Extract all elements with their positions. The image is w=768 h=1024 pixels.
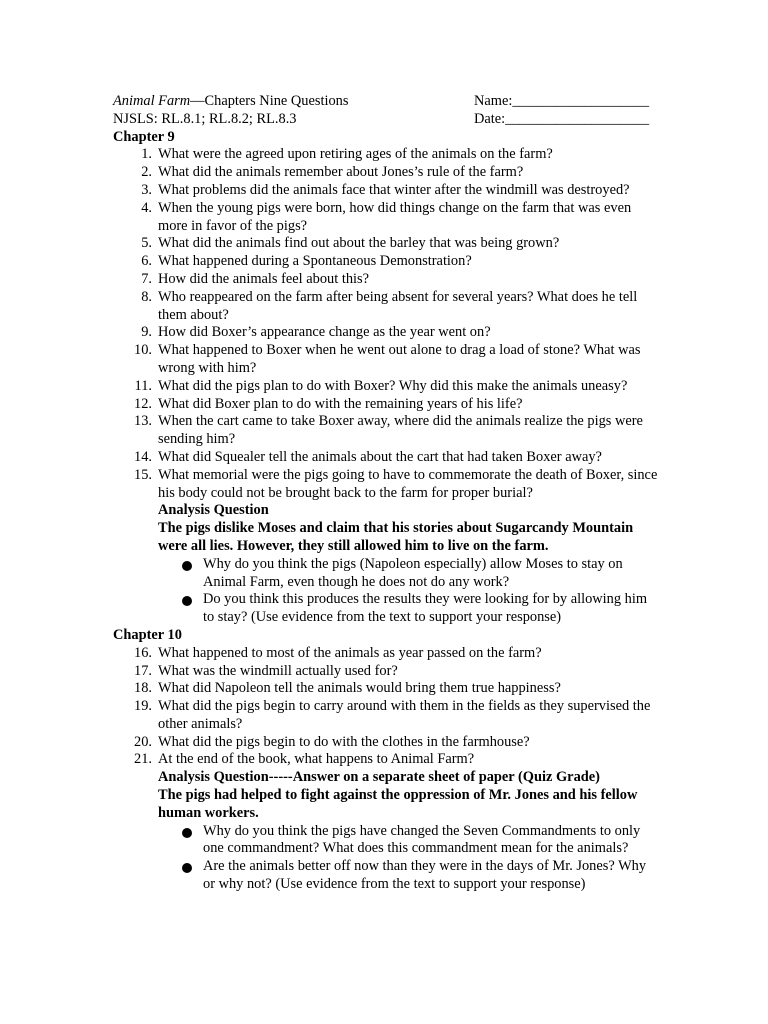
question-item bbox=[113, 734, 658, 752]
question-number: 2. bbox=[141, 164, 152, 181]
question-item bbox=[113, 324, 658, 342]
question-number: 10. bbox=[134, 342, 152, 359]
question-item bbox=[113, 698, 658, 734]
question-text: What happened to most of the animals as year passed on the farm? bbox=[158, 644, 542, 661]
question-number: 4. bbox=[141, 199, 152, 216]
bullet-text: Why do you think the pigs have changed the Seven Commandments to only one commandment? What does this commandment mean for the animals? bbox=[203, 822, 641, 857]
chapter-10-analysis-title: Analysis Question-----Answer on a separate sheet of paper (Quiz Grade) bbox=[158, 769, 600, 786]
worksheet-title bbox=[113, 93, 348, 109]
question-item bbox=[113, 449, 658, 467]
question-item bbox=[113, 146, 658, 164]
question-text: What was the windmill actually used for? bbox=[158, 662, 398, 679]
question-number: 16. bbox=[134, 644, 152, 661]
bullet-item bbox=[113, 591, 658, 627]
bullet-icon bbox=[182, 863, 192, 873]
question-item bbox=[113, 413, 658, 449]
question-item bbox=[113, 200, 658, 236]
question-item bbox=[113, 396, 658, 414]
chapter-10-question-list bbox=[113, 645, 658, 770]
question-text: What did Squealer tell the animals about the cart that had taken Boxer away? bbox=[158, 448, 602, 465]
question-item bbox=[113, 645, 658, 663]
bullet-text: Why do you think the pigs (Napoleon especially) allow Moses to stay on Animal Farm, even though he does not do any work? bbox=[203, 555, 623, 590]
question-item bbox=[113, 467, 658, 503]
header-row-standards bbox=[113, 111, 658, 129]
question-number: 17. bbox=[134, 662, 152, 679]
question-item bbox=[113, 751, 658, 769]
chapter-9-analysis-title: Analysis Question bbox=[158, 502, 269, 519]
question-number: 21. bbox=[134, 751, 152, 768]
question-number: 20. bbox=[134, 733, 152, 750]
question-number: 8. bbox=[141, 288, 152, 305]
question-item bbox=[113, 253, 658, 271]
question-item bbox=[113, 342, 658, 378]
question-number: 18. bbox=[134, 680, 152, 697]
chapter-9-analysis-prompt: The pigs dislike Moses and claim that his stories about Sugarcandy Mountain were all lies. However, they still allowed him to live on the farm. bbox=[158, 520, 634, 554]
bullet-text: Do you think this produces the results they were looking for by allowing him to stay? (Use evidence from the text to support your response) bbox=[203, 591, 648, 626]
question-item bbox=[113, 663, 658, 681]
bullet-item bbox=[113, 858, 658, 894]
question-item bbox=[113, 378, 658, 396]
question-text: Who reappeared on the farm after being absent for several years? What does he tell them about? bbox=[158, 288, 638, 323]
bullet-item bbox=[113, 556, 658, 592]
question-text: What were the agreed upon retiring ages of the animals on the farm? bbox=[158, 146, 553, 163]
question-number: 1. bbox=[141, 146, 152, 163]
question-number: 19. bbox=[134, 698, 152, 715]
chapter-10-heading: Chapter 10 bbox=[113, 626, 182, 643]
question-text: What did the pigs plan to do with Boxer? Why did this make the animals uneasy? bbox=[158, 377, 628, 394]
question-text: What did Napoleon tell the animals would bring them true happiness? bbox=[158, 680, 561, 697]
question-text: What did the animals find out about the barley that was being grown? bbox=[158, 235, 560, 252]
question-text: What did the animals remember about Jones’s rule of the farm? bbox=[158, 164, 524, 181]
bullet-item bbox=[113, 823, 658, 859]
name-field[interactable]: Name:___________________ bbox=[474, 93, 650, 109]
bullet-icon bbox=[182, 828, 192, 838]
title-suffix: —Chapters Nine Questions bbox=[190, 93, 349, 109]
question-number: 15. bbox=[134, 466, 152, 483]
header-row-title bbox=[113, 93, 658, 111]
question-text: When the cart came to take Boxer away, where did the animals realize the pigs were sending him? bbox=[158, 413, 643, 448]
question-number: 14. bbox=[134, 448, 152, 465]
question-number: 6. bbox=[141, 253, 152, 270]
bullet-icon bbox=[182, 561, 192, 571]
question-text: When the young pigs were born, how did things change on the farm that was even more in favor of the pigs? bbox=[158, 199, 632, 234]
question-number: 9. bbox=[141, 324, 152, 341]
date-field[interactable]: Date:____________________ bbox=[474, 110, 650, 127]
question-text: What did Boxer plan to do with the remaining years of his life? bbox=[158, 395, 523, 412]
question-number: 13. bbox=[134, 413, 152, 430]
bullet-text: Are the animals better off now than they were in the days of Mr. Jones? Why or why not? (Use evidence from the text to support your response) bbox=[203, 858, 647, 893]
question-number: 3. bbox=[141, 181, 152, 198]
question-number: 5. bbox=[141, 235, 152, 252]
bullet-icon bbox=[182, 596, 192, 606]
question-text: At the end of the book, what happens to Animal Farm? bbox=[158, 751, 475, 768]
worksheet-page bbox=[113, 93, 658, 894]
chapter-10-analysis-bullets bbox=[113, 823, 658, 894]
question-text: How did the animals feel about this? bbox=[158, 270, 370, 287]
question-text: What did the pigs begin to carry around with them in the fields as they supervised the other animals? bbox=[158, 698, 651, 732]
chapter-9-heading: Chapter 9 bbox=[113, 128, 175, 145]
chapter-10-analysis-prompt: The pigs had helped to fight against the oppression of Mr. Jones and his fellow human workers. bbox=[158, 787, 638, 821]
question-text: What memorial were the pigs going to have to commemorate the death of Boxer, since his body could not be brought back to the farm for proper burial? bbox=[158, 466, 658, 501]
standards-line: NJSLS: RL.8.1; RL.8.2; RL.8.3 bbox=[113, 110, 297, 127]
question-text: What happened to Boxer when he went out alone to drag a load of stone? What was wrong with him? bbox=[158, 342, 641, 376]
book-title: Animal Farm bbox=[113, 93, 191, 109]
question-number: 7. bbox=[141, 270, 152, 287]
question-item bbox=[113, 271, 658, 289]
question-text: What did the pigs begin to do with the clothes in the farmhouse? bbox=[158, 733, 530, 750]
question-text: What problems did the animals face that winter after the windmill was destroyed? bbox=[158, 181, 630, 198]
question-text: How did Boxer’s appearance change as the year went on? bbox=[158, 324, 491, 341]
question-number: 12. bbox=[134, 395, 152, 412]
question-item bbox=[113, 680, 658, 698]
question-item bbox=[113, 182, 658, 200]
question-item bbox=[113, 235, 658, 253]
question-item bbox=[113, 164, 658, 182]
chapter-9-question-list bbox=[113, 146, 658, 502]
chapter-9-analysis-bullets bbox=[113, 556, 658, 627]
question-text: What happened during a Spontaneous Demonstration? bbox=[158, 253, 472, 270]
question-item bbox=[113, 289, 658, 325]
question-number: 11. bbox=[134, 377, 152, 394]
